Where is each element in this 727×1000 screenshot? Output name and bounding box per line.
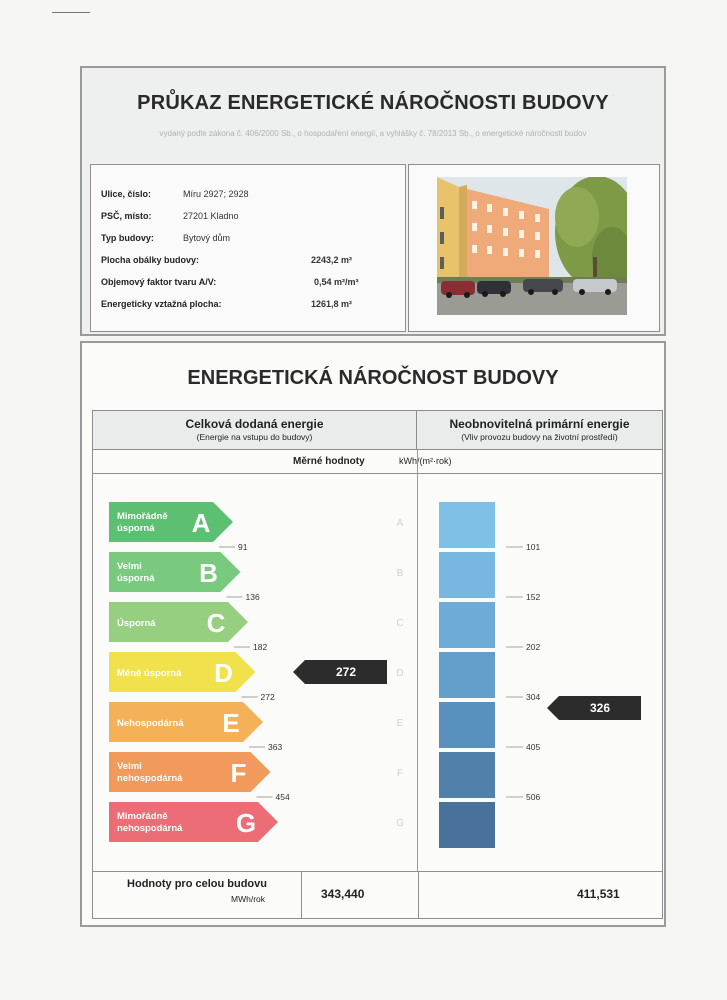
class-threshold-value: 363 <box>268 742 283 752</box>
certificate-subtitle: vydaný podle zákona č. 406/2000 Sb., o hospodaření energií, a vyhlášky č. 78/2013 Sb., o energetické náročnosti budov <box>159 129 587 138</box>
total-delivered-energy-value: 343,440 <box>321 887 365 901</box>
energy-class-label: úsporná <box>117 573 155 584</box>
energy-class-label: nehospodárná <box>117 823 183 834</box>
whole-building-unit: MWh/rok <box>231 894 265 904</box>
delivered-energy-title: Celková dodaná energie <box>185 417 324 431</box>
shape-factor-label: Objemový faktor tvaru A/V: <box>101 277 217 287</box>
energy-class-label: Mimořádně <box>117 811 168 822</box>
energy-class-label: Úsporná <box>117 618 156 629</box>
class-threshold-value: 405 <box>526 742 541 752</box>
class-threshold-value: 101 <box>526 542 541 552</box>
whole-building-values-row <box>92 871 663 919</box>
building-info-panel <box>90 164 406 332</box>
building-type-label: Typ budovy: <box>101 233 154 243</box>
class-threshold-value: 182 <box>253 642 268 652</box>
specific-values-label: Měrné hodnoty <box>293 456 365 467</box>
energy-scale-svg <box>93 474 662 874</box>
delivered-energy-header <box>92 410 417 450</box>
whole-building-label: Hodnoty pro celou budovu <box>127 878 267 890</box>
certificate-title: PRŮKAZ ENERGETICKÉ NÁROČNOSTI BUDOVY <box>137 92 609 114</box>
city-label: PSČ, místo: <box>101 211 152 221</box>
primary-energy-bar-c <box>439 602 495 648</box>
primary-energy-subtitle: (Vliv provozu budovy na životní prostředí) <box>461 432 618 442</box>
envelope-label: Plocha obálky budovy: <box>101 255 200 265</box>
delivered-energy-value: 272 <box>335 665 357 679</box>
energy-class-bar-b <box>109 552 241 592</box>
certificate-header-box <box>80 66 666 336</box>
reference-area-label: Energeticky vztažná plocha: <box>101 299 222 309</box>
class-threshold-value: 506 <box>526 792 541 802</box>
primary-energy-bar-a <box>439 502 495 548</box>
primary-energy-bar-f <box>439 752 495 798</box>
street-value: Míru 2927; 2928 <box>183 189 249 199</box>
delivered-energy-subtitle: (Energie na vstupu do budovy) <box>196 432 313 442</box>
reference-area-value: 1261,8 m² <box>311 299 353 309</box>
class-threshold-value: 304 <box>526 692 541 702</box>
faded-class-letter: B <box>396 568 404 579</box>
energy-class-charts <box>92 474 663 883</box>
energy-performance-box <box>80 341 666 927</box>
primary-energy-bar-g <box>439 802 495 848</box>
primary-energy-title: Neobnovitelná primární energie <box>449 417 630 431</box>
total-primary-energy-value: 411,531 <box>577 887 620 901</box>
street-label: Ulice, číslo: <box>101 189 152 199</box>
faded-class-letter: C <box>396 618 404 629</box>
primary-energy-bar-e <box>439 702 495 748</box>
building-type-value: Bytový dům <box>183 233 231 243</box>
energy-class-label: Méně úsporná <box>117 668 182 679</box>
class-threshold-value: 202 <box>526 642 541 652</box>
energy-class-label: úsporná <box>117 523 155 534</box>
faded-class-letter: G <box>396 818 404 829</box>
city-value: 27201 Kladno <box>183 211 239 221</box>
energy-class-letter-e: E <box>222 708 240 738</box>
faded-class-letter: A <box>396 518 404 529</box>
energy-class-letter-d: D <box>214 658 233 688</box>
building-photo-frame <box>408 164 660 332</box>
class-threshold-value: 136 <box>245 592 260 602</box>
page-mark <box>52 12 90 13</box>
class-threshold-value: 91 <box>238 542 248 552</box>
faded-class-letter: D <box>396 668 404 679</box>
energy-class-label: Velmi <box>117 561 142 572</box>
energy-class-letter-a: A <box>191 508 211 538</box>
primary-energy-header <box>417 410 663 450</box>
class-threshold-value: 272 <box>260 692 275 702</box>
specific-values-row <box>92 450 663 474</box>
faded-class-letter: F <box>396 768 404 779</box>
class-threshold-value: 454 <box>275 792 290 802</box>
specific-values-unit: kWh/(m²·rok) <box>399 456 452 466</box>
faded-class-letter: E <box>396 718 404 729</box>
energy-class-letter-c: C <box>206 608 226 638</box>
energy-class-label: Velmi <box>117 761 142 772</box>
envelope-value: 2243,2 m² <box>311 255 353 265</box>
class-threshold-value: 152 <box>526 592 541 602</box>
energy-class-label: Nehospodárná <box>117 718 184 729</box>
energy-class-bar-a <box>109 502 233 542</box>
footer-separator <box>301 872 302 918</box>
energy-class-letter-g: G <box>235 808 257 838</box>
primary-energy-value: 326 <box>589 701 611 715</box>
energy-class-letter-f: F <box>230 758 247 788</box>
column-divider <box>417 450 418 883</box>
primary-energy-bar-b <box>439 552 495 598</box>
shape-factor-value: 0,54 m²/m³ <box>314 277 359 287</box>
energy-class-label: nehospodárná <box>117 773 183 784</box>
footer-separator <box>418 872 419 918</box>
primary-energy-bar-d <box>439 652 495 698</box>
section-title: ENERGETICKÁ NÁROČNOST BUDOVY <box>187 367 559 389</box>
energy-class-label: Mimořádně <box>117 511 168 522</box>
energy-class-letter-b: B <box>199 558 218 588</box>
building-photo <box>437 177 627 315</box>
